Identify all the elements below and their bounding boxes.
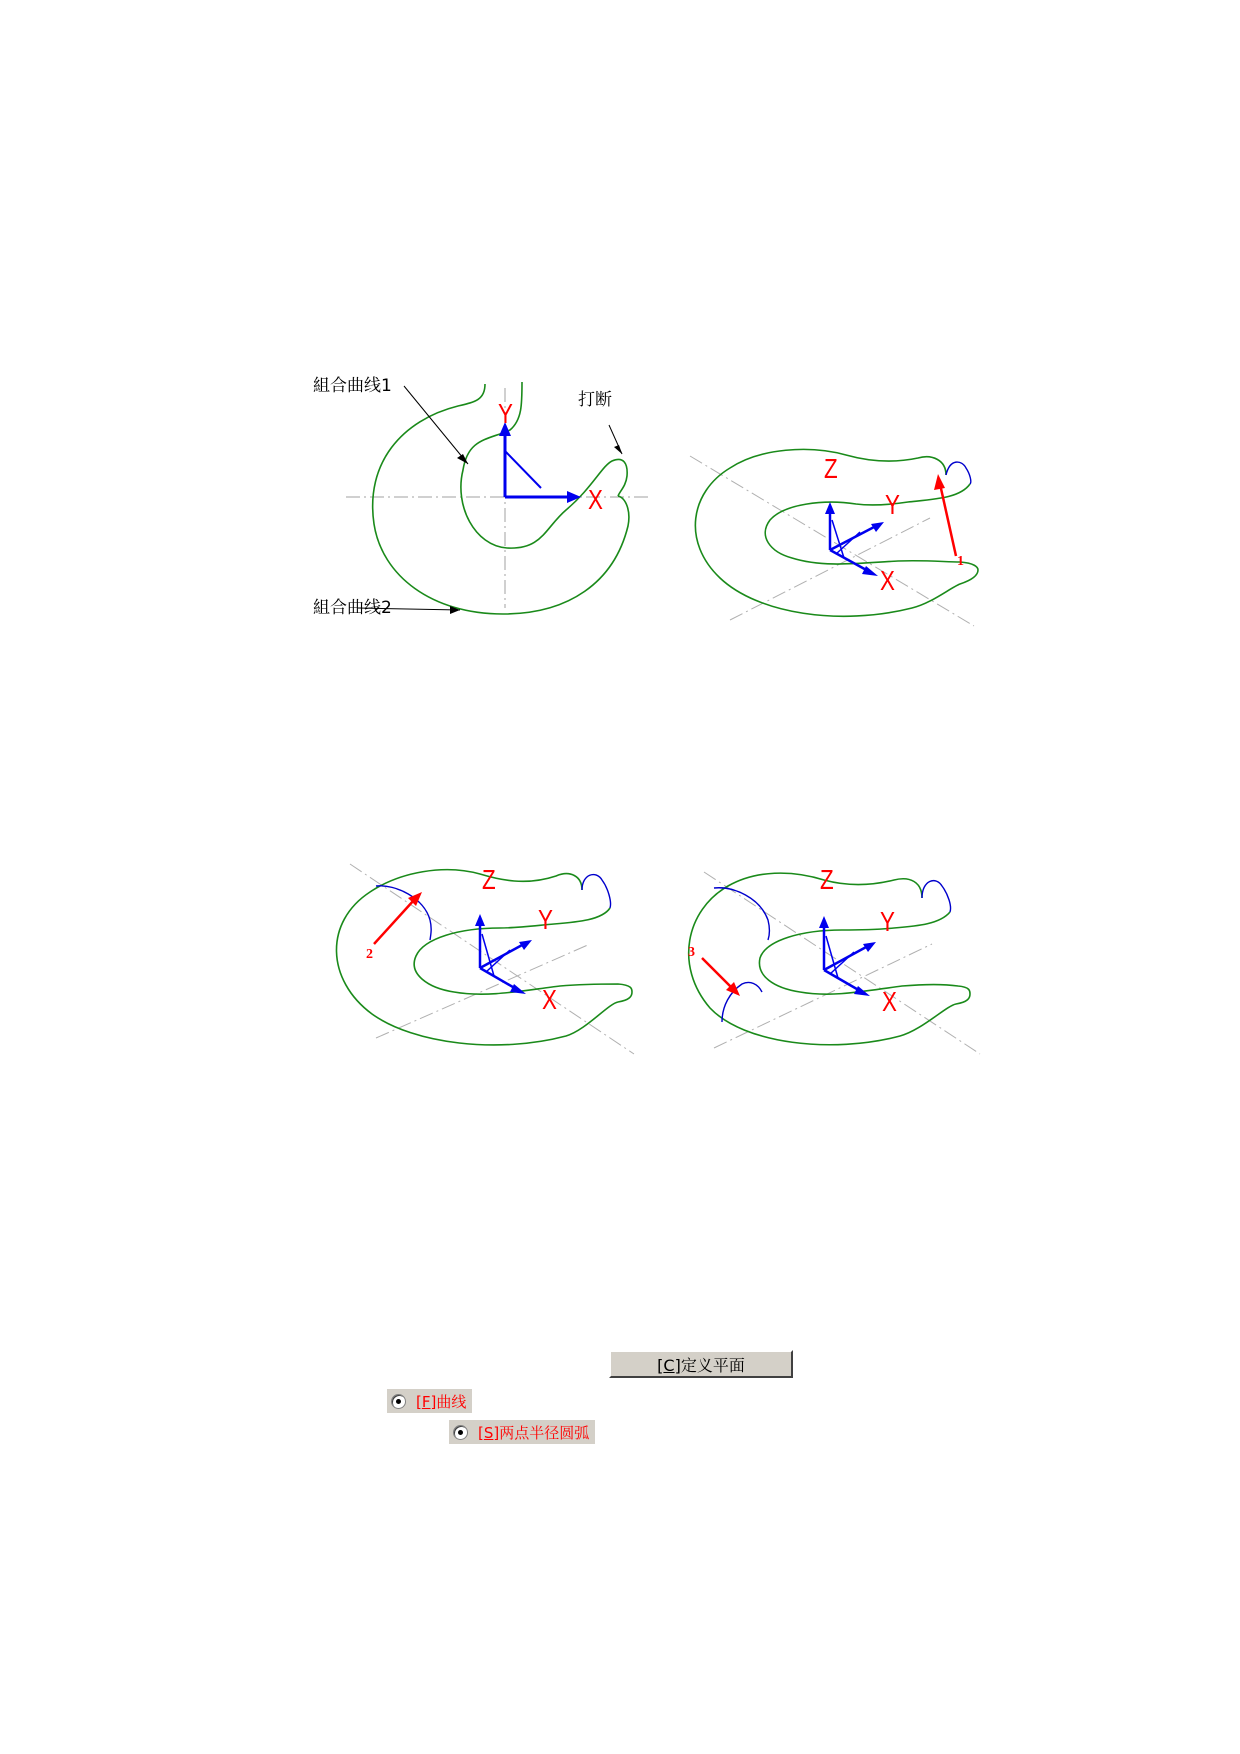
outer-composite-curve	[336, 870, 632, 1045]
radio-curve-hotkey: F	[421, 1392, 431, 1411]
x-axis-arrowhead	[567, 491, 581, 503]
diagonal-vector	[505, 451, 541, 488]
blue-arc-1	[946, 462, 971, 484]
blue-arc-end	[922, 881, 951, 912]
radio-selected-dot-icon	[396, 1399, 401, 1404]
radio-two-point-radius-arc[interactable]	[449, 1420, 595, 1444]
iso-centerline-b	[376, 944, 590, 1038]
figure-iso-marker-1	[660, 430, 990, 635]
z-axis-arrowhead	[825, 502, 835, 514]
axis-label-x: X	[880, 565, 895, 596]
z-axis-arrowhead	[475, 914, 485, 926]
marker-label-3: 3	[688, 945, 695, 960]
inner-composite-curve	[759, 912, 970, 994]
blue-arc-top	[714, 888, 770, 940]
radio-curve-label: [F]曲线	[416, 1392, 467, 1411]
axis-label-x: X	[542, 984, 557, 1015]
y-axis-arrowhead	[863, 942, 876, 952]
radio-arc-indicator[interactable]	[453, 1425, 468, 1440]
y-axis-arrowhead	[871, 522, 884, 532]
define-plane-text: 定义平面	[680, 1355, 745, 1375]
axis-label-y: Y	[498, 398, 513, 429]
radio-arc-label: [S]两点半径圆弧	[478, 1423, 590, 1442]
axis-label-x: X	[882, 986, 897, 1017]
define-plane-button-label: [C]定义平面	[657, 1355, 745, 1375]
inner-composite-curve	[414, 904, 632, 994]
define-plane-button[interactable]	[609, 1350, 793, 1378]
axis-label-y: Y	[538, 904, 553, 935]
radio-arc-hotkey: S	[483, 1423, 494, 1442]
axis-label-x: X	[588, 484, 603, 515]
marker-arrowhead-1	[934, 474, 945, 490]
radio-curve-text: 曲线	[436, 1392, 467, 1411]
axis-label-z: Z	[482, 864, 496, 895]
marker-label-1: 1	[957, 554, 964, 569]
axis-label-z: Z	[824, 453, 838, 484]
y-axis-arrowhead	[519, 940, 532, 950]
axis-label-y: Y	[885, 489, 900, 520]
radio-curve-indicator[interactable]	[391, 1394, 406, 1409]
axis-label-y: Y	[880, 906, 895, 937]
radio-curve[interactable]	[387, 1389, 472, 1413]
radio-selected-dot-icon	[458, 1430, 463, 1435]
marker-label-2: 2	[366, 947, 373, 962]
figure-planar-curves	[310, 378, 670, 638]
marker-arrow-3	[702, 958, 732, 988]
axis-label-z: Z	[820, 864, 834, 895]
figure-iso-marker-3	[674, 858, 1004, 1063]
callout-composite-curve-1: 組合曲线1	[313, 376, 392, 396]
iso-view-3-canvas	[674, 858, 1004, 1063]
leader-arrowhead-break	[614, 445, 622, 454]
figure-iso-marker-2	[320, 858, 650, 1063]
marker-arrow-2	[374, 900, 414, 944]
callout-break: 打断	[578, 390, 612, 410]
blue-arc-end	[582, 875, 611, 908]
radio-arc-text: 两点半径圆弧	[499, 1423, 590, 1442]
define-plane-hotkey: C	[663, 1355, 675, 1375]
z-axis-arrowhead	[819, 916, 829, 928]
callout-composite-curve-2: 組合曲线2	[313, 598, 392, 618]
